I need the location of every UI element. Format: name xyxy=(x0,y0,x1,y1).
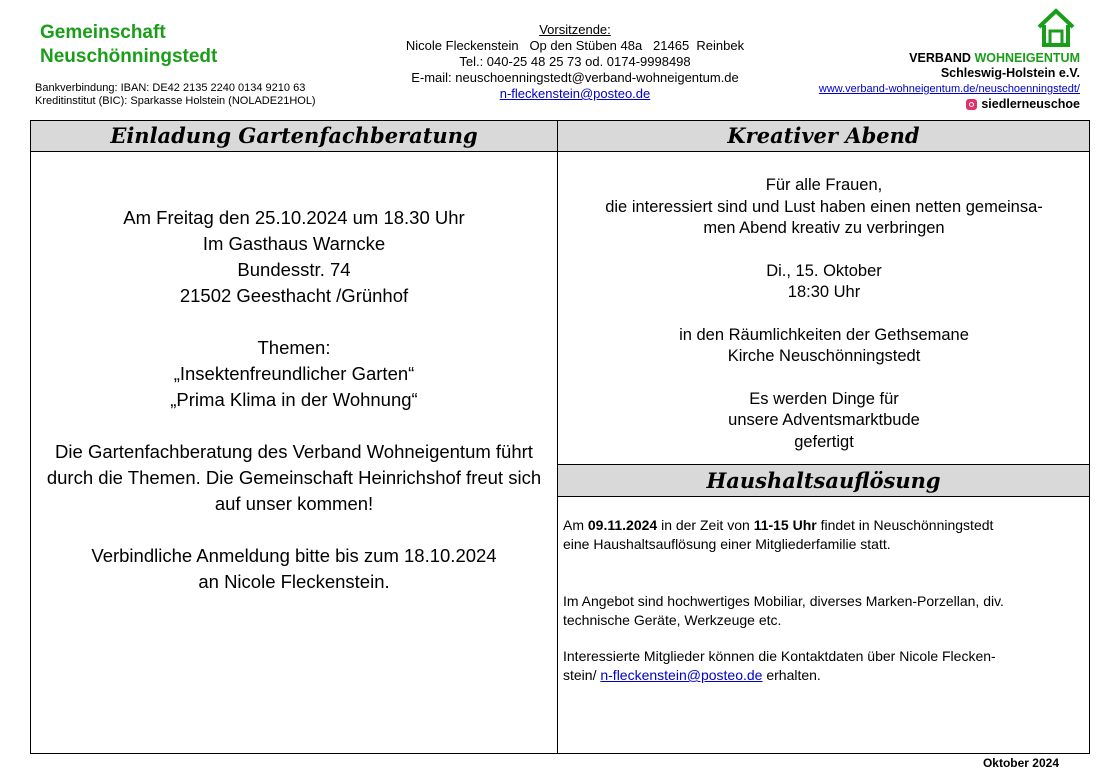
garden-invitation-text xyxy=(31,205,557,595)
topic-1: „Insektenfreundlicher Garten“ xyxy=(173,363,415,384)
haushalt-time: 11-15 Uhr xyxy=(753,517,817,533)
registration-deadline: Verbindliche Anmeldung bitte bis zum 18.10.2024 xyxy=(91,545,497,566)
bank-bic: Kreditinstitut (BIC): Sparkasse Holstein (NOLADE21HOL) xyxy=(35,95,316,107)
invite-date: Am Freitag den 25.10.2024 um 18.30 Uhr xyxy=(123,207,465,228)
instagram-handle[interactable] xyxy=(819,97,1080,112)
kreativ-line-2: die interessiert sind und Lust haben einen netten gemeinsa- xyxy=(605,197,1043,216)
house-logo-icon xyxy=(1036,7,1076,49)
kreativ-location-1: in den Räumlichkeiten der Gethsemane xyxy=(679,325,969,344)
haushalt-email-link[interactable]: n-fleckenstein@posteo.de xyxy=(600,667,763,683)
haushalt-date: 09.11.2024 xyxy=(587,517,658,533)
kreativ-time: 18:30 Uhr xyxy=(787,283,861,301)
chair-contact xyxy=(370,22,780,102)
verband-region: Schleswig-Holstein e.V. xyxy=(940,66,1080,80)
haushalt-p1-line1: Am 09.11.2024 in der Zeit von 11-15 Uhr findet in Neuschönningstedt xyxy=(563,517,994,533)
instagram-label: siedlerneuschoe xyxy=(981,97,1080,111)
kreativ-line-1: Für alle Frauen, xyxy=(765,176,883,194)
topic-2: „Prima Klima in der Wohnung“ xyxy=(170,389,418,410)
haushalt-text xyxy=(563,516,1083,685)
chair-address: Nicole Fleckenstein Op den Stüben 48a 21465 Reinbek xyxy=(405,38,745,53)
kreativ-note-1: Es werden Dinge für xyxy=(749,389,899,408)
invite-desc-1: Die Gartenfachberatung des Verband Wohneigentum führt xyxy=(55,441,533,462)
kreativ-note-3: gefertigt xyxy=(794,432,854,451)
kreativ-location-2: Kirche Neuschönningstedt xyxy=(727,347,921,365)
kreativ-header-divider xyxy=(558,151,1089,152)
haushalt-header-divider xyxy=(558,496,1089,497)
invite-venue: Im Gasthaus Warncke xyxy=(202,233,386,254)
haushalt-p2-line1: Im Angebot sind hochwertiges Mobiliar, diverses Marken-Porzellan, div. xyxy=(563,593,1004,609)
verband-name-b: WOHNEIGENTUM xyxy=(974,51,1080,65)
kreativ-line-3: men Abend kreativ zu verbringen xyxy=(703,219,945,237)
registration-contact: an Nicole Fleckenstein. xyxy=(198,571,390,592)
kreativ-section-header: Kreativer Abend xyxy=(558,121,1089,151)
invite-street: Bundesstr. 74 xyxy=(237,259,351,280)
left-section-header: Einladung Gartenfachberatung xyxy=(31,121,557,151)
kreativ-text xyxy=(558,175,1090,453)
kreativ-date: Di., 15. Oktober xyxy=(766,261,882,280)
invite-desc-2: durch die Themen. Die Gemeinschaft Heinrichshof freut sich xyxy=(46,467,542,488)
chair-title: Vorsitzende: xyxy=(539,22,611,37)
invite-city: 21502 Geesthacht /Grünhof xyxy=(179,285,409,306)
verband-block xyxy=(819,51,1080,112)
left-header-divider xyxy=(31,151,557,152)
haushalt-section-header: Haushaltsauflösung xyxy=(558,465,1089,496)
bank-iban: Bankverbindung: IBAN: DE42 2135 2240 0134 9210 63 xyxy=(35,82,306,94)
instagram-icon xyxy=(966,99,977,110)
org-name xyxy=(40,21,217,69)
bank-details xyxy=(35,82,316,108)
verband-name xyxy=(819,51,1080,66)
invite-desc-3: auf unser kommen! xyxy=(214,493,374,514)
org-name-line2: Neuschönningstedt xyxy=(40,46,218,67)
topics-label: Themen: xyxy=(257,337,331,358)
haushalt-p2-line2: technische Geräte, Werkzeuge etc. xyxy=(563,612,782,628)
chair-email-link[interactable]: n-fleckenstein@posteo.de xyxy=(499,86,651,101)
haushalt-p1-line2: eine Haushaltsauflösung einer Mitgliederfamilie statt. xyxy=(563,536,891,552)
chair-phone: Tel.: 040-25 48 25 73 od. 0174-9998498 xyxy=(459,54,691,69)
haushalt-p3-line1: Interessierte Mitglieder können die Kontaktdaten über Nicole Flecken- xyxy=(563,648,996,664)
footer-date: Oktober 2024 xyxy=(982,756,1059,770)
org-name-line1: Gemeinschaft xyxy=(40,22,166,43)
kreativ-note-2: unsere Adventsmarktbude xyxy=(728,411,920,429)
verband-url-link[interactable]: www.verband-wohneigentum.de/neuschoenningstedt/ xyxy=(818,83,1080,95)
chair-email: E-mail: neuschoenningstedt@verband-wohneigentum.de xyxy=(411,70,739,85)
verband-name-a: VERBAND xyxy=(909,51,975,65)
haushalt-p3-line2: stein/ n-fleckenstein@posteo.de erhalten. xyxy=(563,667,821,683)
